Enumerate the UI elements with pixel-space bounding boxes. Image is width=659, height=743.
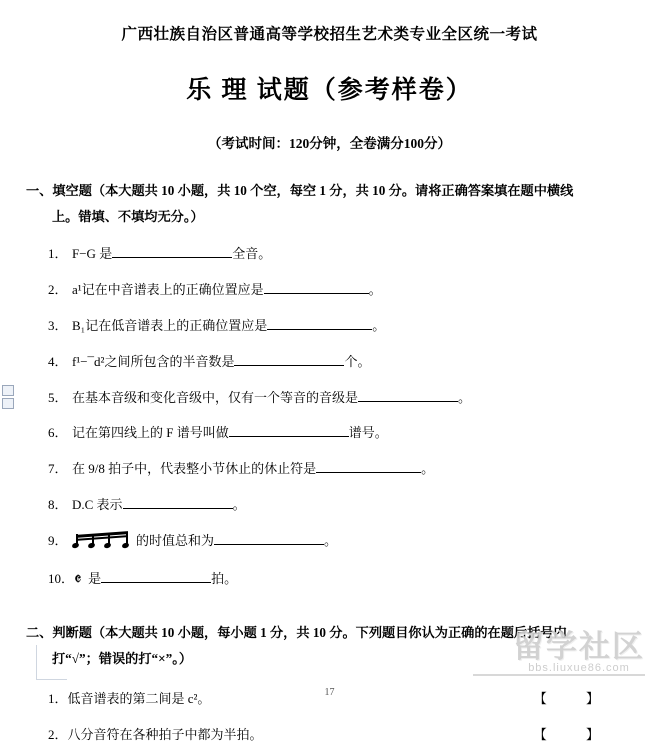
question-text: 低音谱表的第二间是 c²。 bbox=[67, 691, 211, 707]
question-number: 9． bbox=[48, 532, 68, 548]
answer-blank[interactable] bbox=[123, 495, 233, 509]
section-1-heading-line1: 一、填空题（本大题共 10 小题，共 10 个空，每空 1 分，共 10 分。请将正确答案填在题中横线 bbox=[26, 183, 574, 198]
question-1-10 bbox=[26, 567, 625, 594]
watermark-title: 留学社区 bbox=[513, 629, 645, 664]
question-1-9 bbox=[26, 531, 625, 552]
question-text-tail: 。 bbox=[368, 282, 382, 298]
answer-blank[interactable] bbox=[358, 388, 458, 402]
eighth-note-group-icon bbox=[72, 532, 136, 548]
question-text: a¹记在中音谱表上的正确位置应是 bbox=[72, 282, 264, 298]
page-title: 广西壮族自治区普通高等学校招生艺术类专业全区统一考试 bbox=[121, 26, 538, 43]
answer-blank[interactable] bbox=[267, 316, 372, 330]
margin-artifact-1 bbox=[2, 385, 14, 396]
exam-info-note: （考试时间：120分钟，全卷满分100分） bbox=[208, 136, 451, 151]
answer-blank[interactable] bbox=[229, 423, 349, 437]
question-1-6 bbox=[26, 423, 625, 444]
question-text-tail: 个。 bbox=[344, 353, 371, 369]
cut-time-signature-icon: 𝄵 bbox=[74, 569, 82, 590]
question-1-1 bbox=[26, 244, 625, 265]
question-text-tail: 。 bbox=[458, 389, 472, 405]
question-text: 八分音符在各种拍子中都为半拍。 bbox=[67, 727, 263, 743]
page-number: 17 bbox=[324, 687, 335, 698]
question-1-2 bbox=[26, 280, 625, 301]
question-text-tail: 。 bbox=[324, 532, 338, 548]
question-text-tail: 拍。 bbox=[211, 570, 238, 586]
question-number: 2． bbox=[48, 727, 68, 743]
question-number: 2． bbox=[48, 282, 68, 298]
answer-blank[interactable] bbox=[214, 531, 324, 545]
answer-bracket[interactable]: 【 】 bbox=[533, 691, 617, 707]
question-text: 在基本音级和变化音级中，仅有一个等音的音级是 bbox=[72, 389, 359, 405]
question-1-3 bbox=[26, 316, 625, 337]
question-text-tail: 全音。 bbox=[232, 246, 272, 262]
question-number: 8． bbox=[48, 497, 68, 513]
question-text: F−G 是 bbox=[72, 246, 113, 262]
question-text-tail: 。 bbox=[372, 318, 386, 334]
margin-artifact-2 bbox=[2, 398, 14, 409]
answer-blank[interactable] bbox=[112, 244, 232, 258]
question-1-5 bbox=[26, 388, 625, 409]
section-2-heading-line1: 二、判断题（本大题共 10 小题，每小题 1 分，共 10 分。下列题目你认为正确的在题后括号内 bbox=[26, 624, 567, 640]
question-number: 3． bbox=[48, 318, 68, 334]
question-1-4 bbox=[26, 352, 625, 373]
question-text-tail: 谱号。 bbox=[348, 425, 388, 441]
section-1-heading bbox=[26, 178, 625, 229]
question-2-2 bbox=[26, 724, 625, 743]
watermark-rule bbox=[473, 674, 645, 676]
question-number: 1． bbox=[48, 691, 68, 707]
watermark-url: bbs.liuxue86.com bbox=[528, 662, 630, 674]
question-number: 7． bbox=[48, 461, 68, 477]
question-1-7 bbox=[26, 459, 625, 480]
section-2-heading-line2: 打“√”；错误的打“×”。） bbox=[52, 650, 193, 666]
question-number: 5． bbox=[48, 389, 68, 405]
question-number: 1． bbox=[48, 246, 68, 262]
question-text: 在 9/8 拍子中，代表整小节休止的休止符是 bbox=[72, 461, 317, 477]
question-text: D.C 表示 bbox=[72, 497, 123, 513]
answer-blank[interactable] bbox=[316, 459, 421, 473]
question-text: 的时值总和为 bbox=[136, 532, 215, 548]
watermark bbox=[513, 621, 645, 674]
answer-blank[interactable] bbox=[234, 352, 344, 366]
question-text-tail: 。 bbox=[421, 461, 435, 477]
question-number: 6． bbox=[48, 425, 68, 441]
page-subtitle: 乐 理 试题（参考样卷） bbox=[186, 77, 473, 104]
question-number: 4． bbox=[48, 353, 68, 369]
question-text: f¹−¯d²之间所包含的半音数是 bbox=[72, 353, 235, 369]
question-1-8 bbox=[26, 495, 625, 516]
question-text: 记在第四线上的 F 谱号叫做 bbox=[72, 425, 229, 441]
question-text-tail: 。 bbox=[232, 497, 246, 513]
question-text: 是 bbox=[88, 570, 102, 586]
section-1-heading-line2: 上。错填、不填均无分。） bbox=[52, 208, 204, 224]
answer-blank[interactable] bbox=[101, 569, 211, 583]
page-corner-artifact bbox=[36, 645, 67, 680]
answer-blank[interactable] bbox=[264, 280, 369, 294]
question-number: 10． bbox=[48, 570, 75, 586]
question-text: B₁记在低音谱表上的正确位置应是 bbox=[72, 318, 268, 334]
answer-bracket[interactable]: 【 】 bbox=[533, 727, 617, 743]
